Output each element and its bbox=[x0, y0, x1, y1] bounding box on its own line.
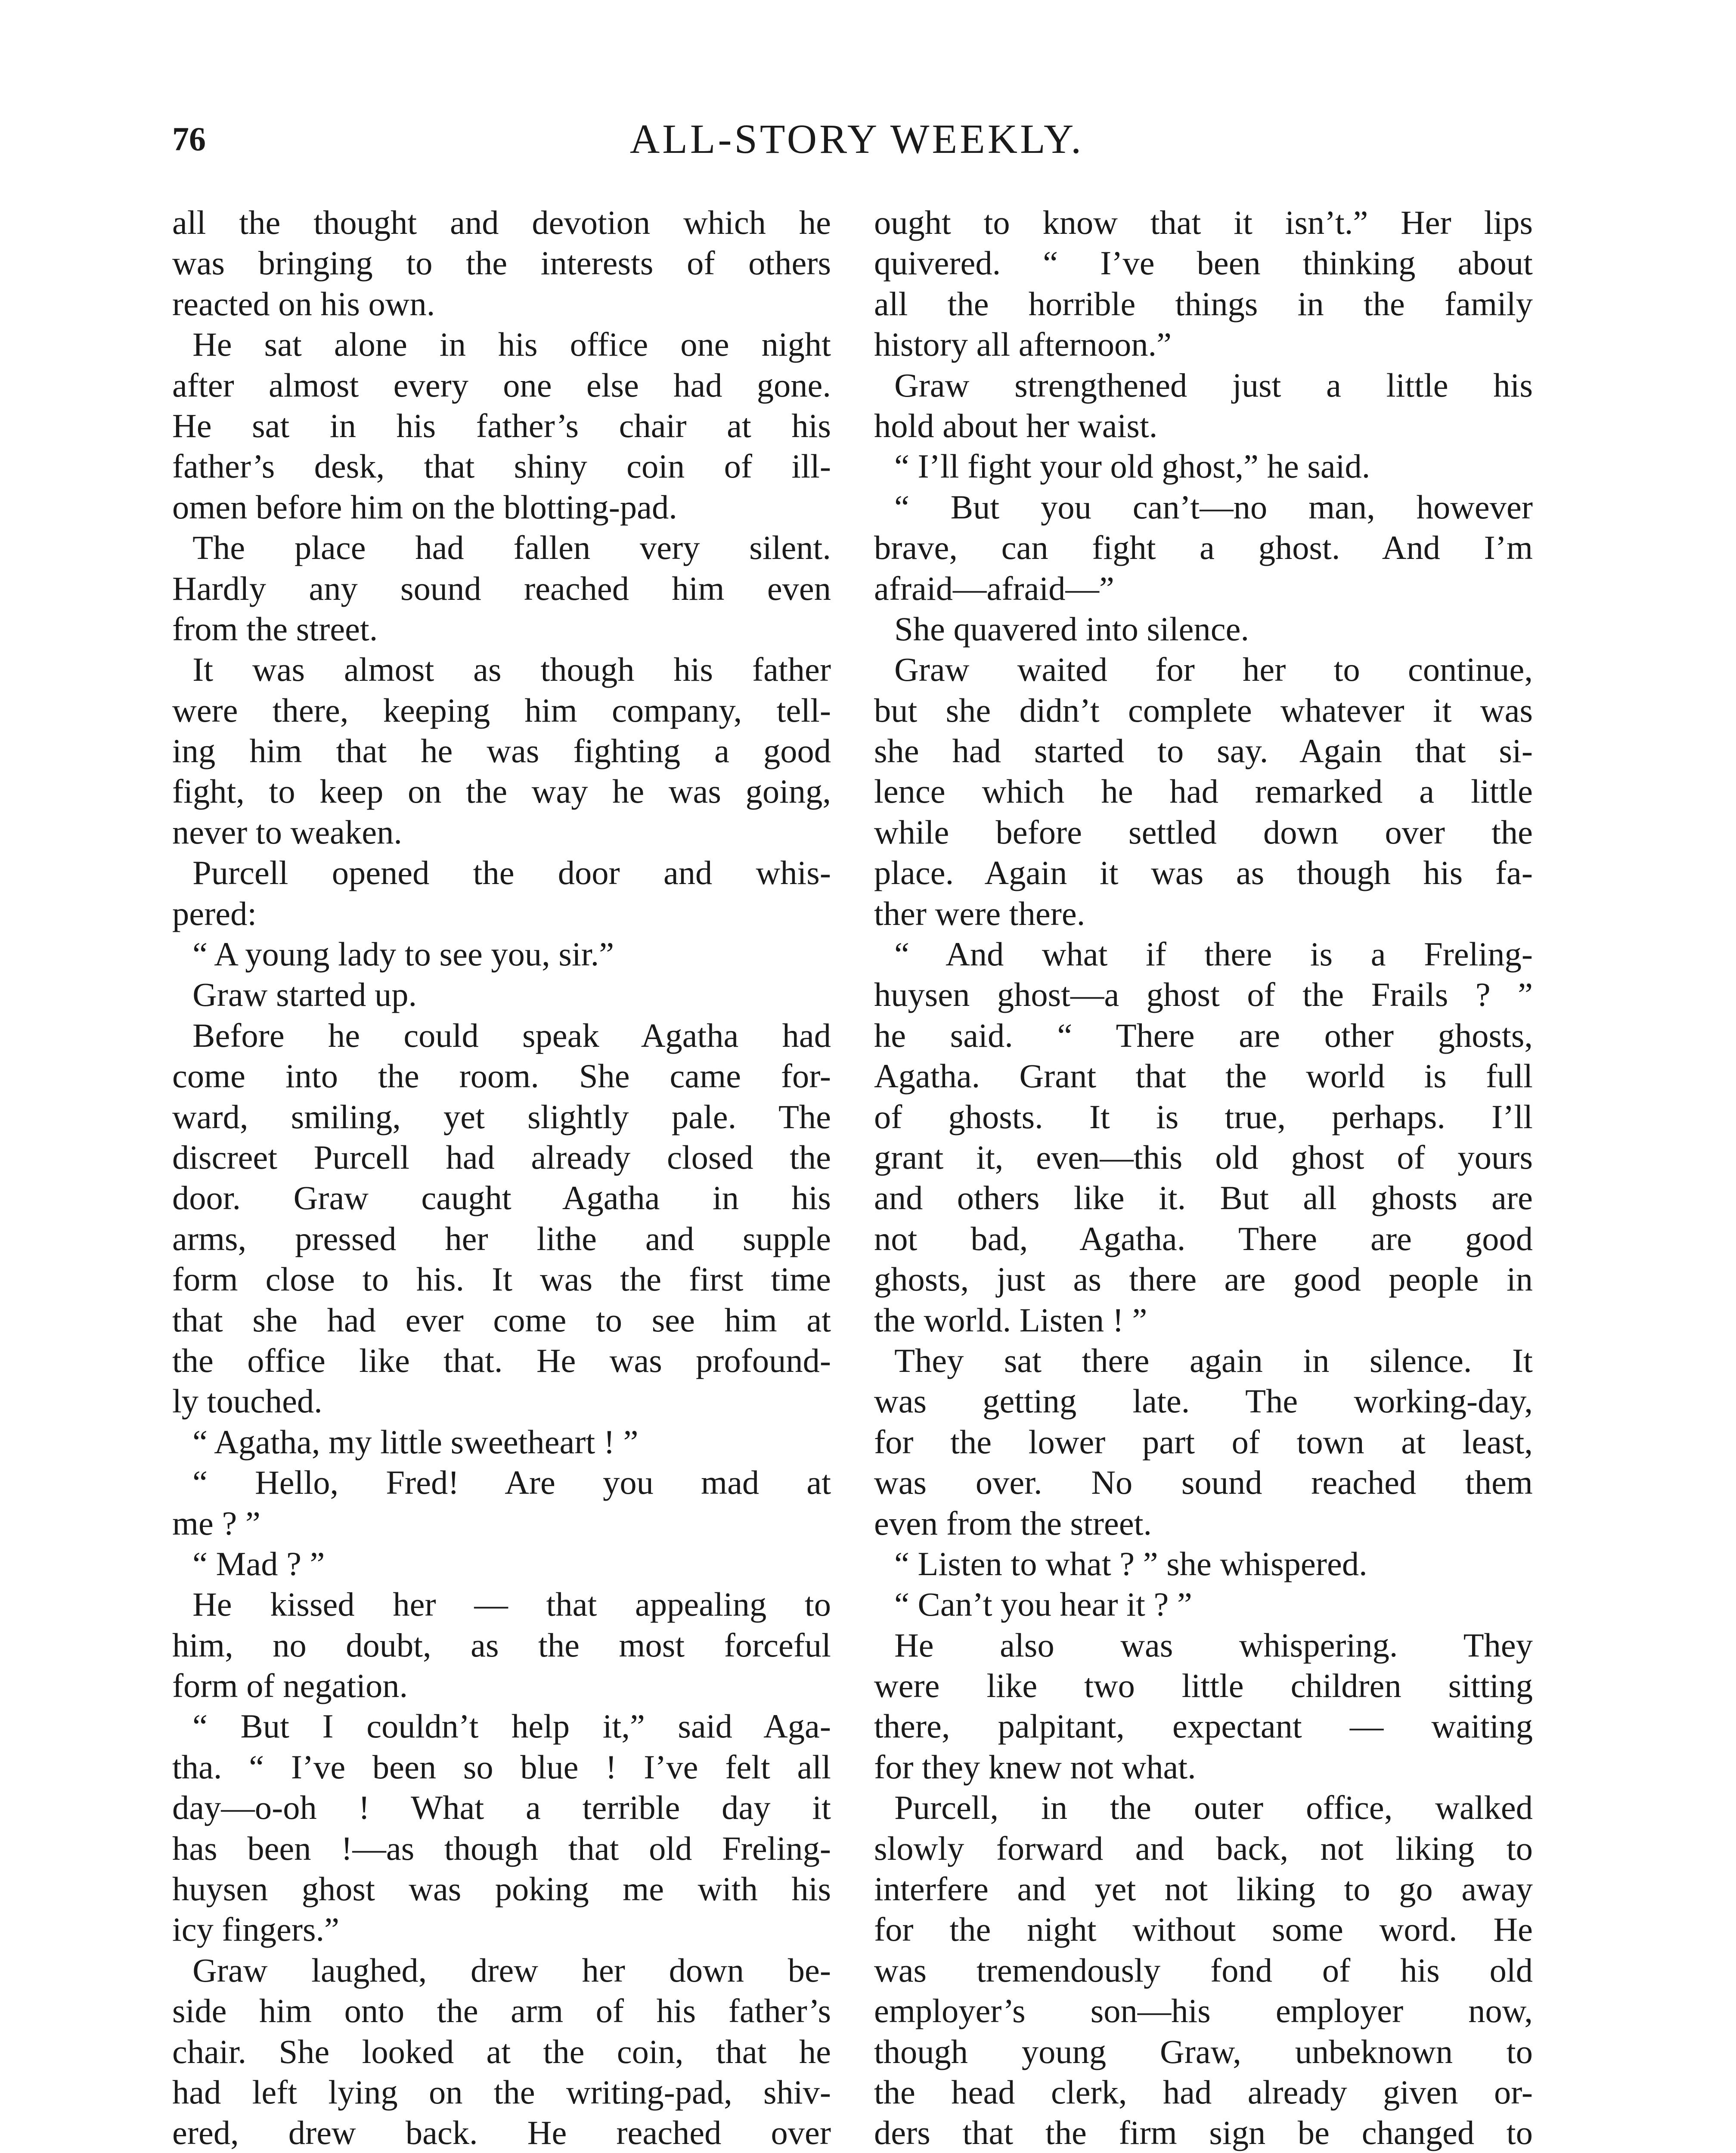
left-column-line: huysen ghost was poking me with his bbox=[172, 1870, 831, 1908]
left-column-line: come into the room. She came for- bbox=[172, 1057, 831, 1095]
left-column-line: He sat alone in his office one night bbox=[192, 326, 831, 363]
right-column-line: He also was whispering. They bbox=[894, 1626, 1533, 1664]
right-column-line: ther were there. bbox=[874, 894, 1085, 932]
left-column-line: “ Hello, Fred! Are you mad at bbox=[192, 1464, 831, 1502]
left-column-line: omen before him on the blotting-pad. bbox=[172, 488, 677, 526]
right-column-line: Agatha. Grant that the world is full bbox=[874, 1057, 1533, 1095]
right-column-line: quivered. “ I’ve been thinking about bbox=[874, 244, 1533, 282]
right-column-line: she had started to say. Again that si- bbox=[874, 732, 1533, 770]
left-column-line: form close to his. It was the first time bbox=[172, 1260, 831, 1298]
left-column-line: ered, drew back. He reached over bbox=[172, 2114, 831, 2152]
right-column-line: though young Graw, unbeknown to bbox=[874, 2032, 1533, 2070]
left-column-line: tha. “ I’ve been so blue ! I’ve felt all bbox=[172, 1748, 831, 1786]
left-text-column bbox=[172, 202, 831, 2153]
left-column-line: had left lying on the writing-pad, shiv- bbox=[172, 2073, 831, 2111]
right-column-line: grant it, even—this old ghost of yours bbox=[874, 1138, 1533, 1176]
right-text-column bbox=[874, 202, 1533, 2153]
right-column-line: for the night without some word. He bbox=[874, 1911, 1533, 1948]
left-column-line: after almost every one else had gone. bbox=[172, 366, 831, 404]
right-column-line: She quavered into silence. bbox=[894, 610, 1249, 648]
left-column-line: reacted on his own. bbox=[172, 285, 435, 323]
left-column-line: “ Agatha, my little sweetheart ! ” bbox=[192, 1423, 639, 1461]
left-column-line: ly touched. bbox=[172, 1382, 322, 1420]
left-column-line: He sat in his father’s chair at his bbox=[172, 406, 831, 444]
left-column-line: has been !—as though that old Freling- bbox=[172, 1829, 831, 1867]
left-column-line: “ A young lady to see you, sir.” bbox=[192, 935, 614, 973]
left-column-line: day—o-oh ! What a terrible day it bbox=[172, 1789, 831, 1827]
right-column-line: They sat there again in silence. It bbox=[894, 1341, 1533, 1379]
right-column-line: employer’s son—his employer now, bbox=[874, 1992, 1533, 2030]
right-column-line: even from the street. bbox=[874, 1504, 1152, 1542]
right-column-line: of ghosts. It is true, perhaps. I’ll bbox=[874, 1098, 1533, 1135]
right-column-line: the world. Listen ! ” bbox=[874, 1301, 1147, 1339]
left-column-line: were there, keeping him company, tell- bbox=[172, 691, 831, 729]
right-column-line: “ Can’t you hear it ? ” bbox=[894, 1585, 1192, 1623]
left-column-line: Graw laughed, drew her down be- bbox=[192, 1951, 831, 1989]
left-column-line: The place had fallen very silent. bbox=[192, 529, 831, 567]
right-column-line: hold about her waist. bbox=[874, 406, 1158, 444]
right-column-line: while before settled down over the bbox=[874, 813, 1533, 851]
left-column-line: Before he could speak Agatha had bbox=[192, 1016, 831, 1054]
left-column-line: Graw started up. bbox=[192, 976, 417, 1014]
running-title: ALL-STORY WEEKLY. bbox=[629, 116, 1084, 162]
right-column-line: was over. No sound reached them bbox=[874, 1464, 1533, 1502]
right-column-line: lence which he had remarked a little bbox=[874, 772, 1533, 810]
left-column-line: from the street. bbox=[172, 610, 378, 648]
right-column-line: “ Listen to what ? ” she whispered. bbox=[894, 1545, 1367, 1582]
right-column-line: not bad, Agatha. There are good bbox=[874, 1219, 1533, 1257]
left-column-line: ward, smiling, yet slightly pale. The bbox=[172, 1098, 831, 1135]
left-column-line: that she had ever come to see him at bbox=[172, 1301, 831, 1339]
left-column-line: pered: bbox=[172, 894, 257, 932]
left-column-line: “ Mad ? ” bbox=[192, 1545, 325, 1582]
right-column-line: but she didn’t complete whatever it was bbox=[874, 691, 1533, 729]
left-column-line: Hardly any sound reached him even bbox=[172, 569, 831, 607]
right-column-line: the head clerk, had already given or- bbox=[874, 2073, 1533, 2111]
left-column-line: form of negation. bbox=[172, 1667, 408, 1705]
right-column-line: slowly forward and back, not liking to bbox=[874, 1829, 1533, 1867]
right-column-line: interfere and yet not liking to go away bbox=[874, 1870, 1533, 1908]
left-column-line: never to weaken. bbox=[172, 813, 402, 851]
left-column-line: me ? ” bbox=[172, 1504, 260, 1542]
right-column-line: and others like it. But all ghosts are bbox=[874, 1179, 1533, 1217]
right-column-line: for they knew not what. bbox=[874, 1748, 1196, 1786]
left-column-line: fight, to keep on the way he was going, bbox=[172, 772, 831, 810]
left-column-line: chair. She looked at the coin, that he bbox=[172, 2032, 831, 2070]
left-column-line: Purcell opened the door and whis- bbox=[192, 854, 831, 892]
left-column-line: discreet Purcell had already closed the bbox=[172, 1138, 831, 1176]
left-column-line: It was almost as though his father bbox=[192, 651, 831, 689]
right-column-line: was getting late. The working-day, bbox=[874, 1382, 1533, 1420]
right-column-line: “ And what if there is a Freling- bbox=[894, 935, 1533, 973]
right-column-line: brave, can fight a ghost. And I’m bbox=[874, 529, 1533, 567]
right-column-line: history all afternoon.” bbox=[874, 326, 1172, 363]
left-column-line: door. Graw caught Agatha in his bbox=[172, 1179, 831, 1217]
right-column-line: afraid—afraid—” bbox=[874, 569, 1114, 607]
left-column-line: the office like that. He was profound- bbox=[172, 1341, 831, 1379]
right-column-line: was tremendously fond of his old bbox=[874, 1951, 1533, 1989]
right-column-line: place. Again it was as though his fa- bbox=[874, 854, 1533, 892]
page-header bbox=[172, 115, 1541, 176]
left-column-line: side him onto the arm of his father’s bbox=[172, 1992, 831, 2030]
right-column-line: huysen ghost—a ghost of the Frails ? ” bbox=[874, 976, 1533, 1014]
right-column-line: ders that the firm sign be changed to bbox=[874, 2114, 1533, 2152]
right-column-line: ghosts, just as there are good people in bbox=[874, 1260, 1533, 1298]
left-column-line: “ But I couldn’t help it,” said Aga- bbox=[192, 1707, 831, 1745]
right-column-line: ought to know that it isn’t.” Her lips bbox=[874, 204, 1533, 241]
right-column-line: were like two little children sitting bbox=[874, 1667, 1533, 1705]
right-column-line: he said. “ There are other ghosts, bbox=[874, 1016, 1533, 1054]
page-number: 76 bbox=[172, 120, 206, 158]
right-column-line: all the horrible things in the family bbox=[874, 285, 1533, 323]
right-column-line: “ But you can’t—no man, however bbox=[894, 488, 1533, 526]
left-column-line: him, no doubt, as the most forceful bbox=[172, 1626, 831, 1664]
left-column-line: icy fingers.” bbox=[172, 1911, 339, 1948]
left-column-line: father’s desk, that shiny coin of ill- bbox=[172, 447, 831, 485]
right-column-line: for the lower part of town at least, bbox=[874, 1423, 1533, 1461]
right-column-line: Graw waited for her to continue, bbox=[894, 651, 1533, 689]
right-column-line: Graw strengthened just a little his bbox=[894, 366, 1533, 404]
left-column-line: He kissed her — that appealing to bbox=[192, 1585, 831, 1623]
left-column-line: was bringing to the interests of others bbox=[172, 244, 831, 282]
left-column-line: ing him that he was fighting a good bbox=[172, 732, 831, 770]
right-column-line: Purcell, in the outer office, walked bbox=[894, 1789, 1533, 1827]
left-column-line: arms, pressed her lithe and supple bbox=[172, 1219, 831, 1257]
right-column-line: there, palpitant, expectant — waiting bbox=[874, 1707, 1533, 1745]
left-column-line: all the thought and devotion which he bbox=[172, 204, 831, 241]
right-column-line: “ I’ll fight your old ghost,” he said. bbox=[894, 447, 1370, 485]
